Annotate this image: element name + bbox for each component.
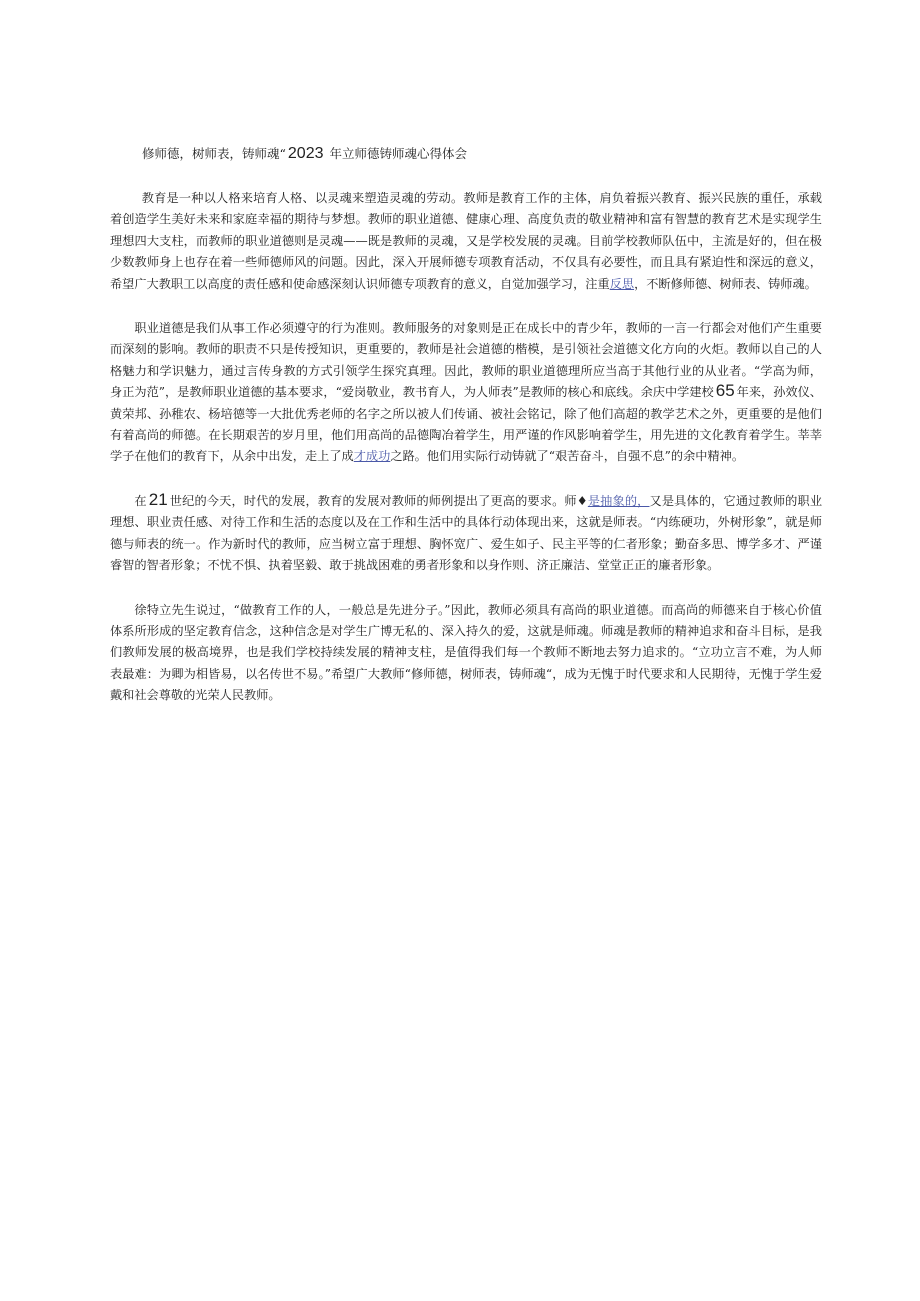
document-page bbox=[110, 140, 822, 730]
paragraph-1-text: 教育是一种以人格来培育人格、以灵魂来塑造灵魂的劳动。教师是教育工作的主体，肩负着振兴教育、振兴民族的重任，承载着创造学生美好未来和家庭幸福的期待与梦想。教师的职业道德、健康心理、高度负责的敬业精神和富有智慧的教育艺术是实现学生理想四大支柱，而教师的职业道德则是灵魂——既是教师的灵魂，又是学校发展的灵魂。目前学校教师队伍中，主流是好的，但在极少数教师身上也存在着一些师德师风的问题。因此，深入开展师德专项教育活动，不仅具有必要性，而且具有紧迫性和深远的意义，希望广大教职工以高度的责任感和使命感深刻认识师德专项教育的意义，自觉加强学习，注重 bbox=[110, 191, 822, 291]
document-title bbox=[142, 140, 822, 168]
paragraph-4-text: 徐特立先生说过，“做教育工作的人，一般总是先进分子。”因此，教师必须具有高尚的职业道德。而高尚的师德来自于核心价值体系所形成的坚定教育信念，这种信念是对学生广博无私的、深入持久的爱，这就是师魂。师魂是教师的精神追求和奋斗目标，是我们教师发展的极高境界，也是我们学校持续发展的精神支柱，是值得我们每一个教师不断地去努力追求的。“立功立言不难，为人师表最难：为卿为相皆易，以名传世不易。”希望广大教师“修师德，树师表，铸师魂“，成为无愧于时代要求和人民期待，无愧于学生爱戴和社会尊敬的光荣人民教师。 bbox=[110, 602, 822, 703]
paragraph-2-text-c: 之路。他们用实际行动铸就了“艰苦奋斗，自强不息”的余中精神。 bbox=[390, 449, 745, 464]
paragraph-4 bbox=[110, 600, 822, 707]
link-success[interactable]: 才成功 bbox=[353, 449, 391, 464]
title-prefix: 修师德，树师表，铸师魂“ bbox=[142, 146, 286, 161]
paragraph-2-text-b: 年来，孙效仪、黄荣邦、孙稚农、杨培德等一大批优秀老师的名字之所以被人们传诵、被社会铭记，除了他们高超的教学艺术之外，更重要的是他们有着高尚的师德。在长期艰苦的岁月里，他们用高尚的品德陶冶着学生，用严谨的作风影响着学生，用先进的文化教育着学生。莘莘学子在他们的教育下，从余中出发，走上了成 bbox=[110, 385, 822, 464]
title-year: 2023 bbox=[287, 145, 324, 162]
link-abstract[interactable]: 是抽象的， bbox=[587, 493, 650, 508]
paragraph-3 bbox=[110, 491, 822, 577]
paragraph-3-text-c: 又是具体的，它通过教师的职业理想、职业责任感、对待工作和生活的态度以及在工作和生活中的具体行动体现出来，这就是师表。“内练硬功，外树形象”，就是师德与师表的统一。作为新时代的教师，应当树立富于理想、胸怀宽广、爱生如子、民主平等的仁者形象；勤奋多思、博学多才、严谨睿智的智者形象；不忧不惧、执着坚毅、敢于挑战困难的勇者形象和以身作则、济正廉洁、堂堂正正的廉者形象。 bbox=[110, 493, 823, 573]
paragraph-3-text-a: 在 bbox=[134, 493, 147, 508]
paragraph-3-text-b: 世纪的今天，时代的发展，教育的发展对教师的师例提出了更高的要求。师♦ bbox=[169, 493, 588, 508]
paragraph-2-text-a: 职业道德是我们从事工作必须遵守的行为准则。教师服务的对象则是正在成长中的青少年，教师的一言一行都会对他们产生重要而深刻的影响。教师的职责不只是传授知识，更重要的，教师是社会道德的楷模，是引领社会道德文化方向的火炬。教师以自己的人格魅力和学识魅力，通过言传身教的方式引领学生探究真理。因此，教师的职业道德理所应当高于其他行业的从业者。“学高为师，身正为范”，是教师职业道德的基本要求，“爱岗敬业，教书育人，为人师表”是教师的核心和底线。余庆中学建校 bbox=[110, 321, 822, 400]
years-number: 65 bbox=[715, 381, 735, 401]
paragraph-1-tail: ，不断修师德、树师表、铸师魂。 bbox=[634, 276, 817, 291]
paragraph-2 bbox=[110, 318, 822, 468]
title-suffix: 年立师德铸师魂心得体会 bbox=[325, 146, 467, 161]
century-number: 21 bbox=[148, 489, 168, 509]
link-reflection[interactable]: 反思 bbox=[609, 276, 635, 291]
paragraph-1 bbox=[110, 188, 822, 295]
